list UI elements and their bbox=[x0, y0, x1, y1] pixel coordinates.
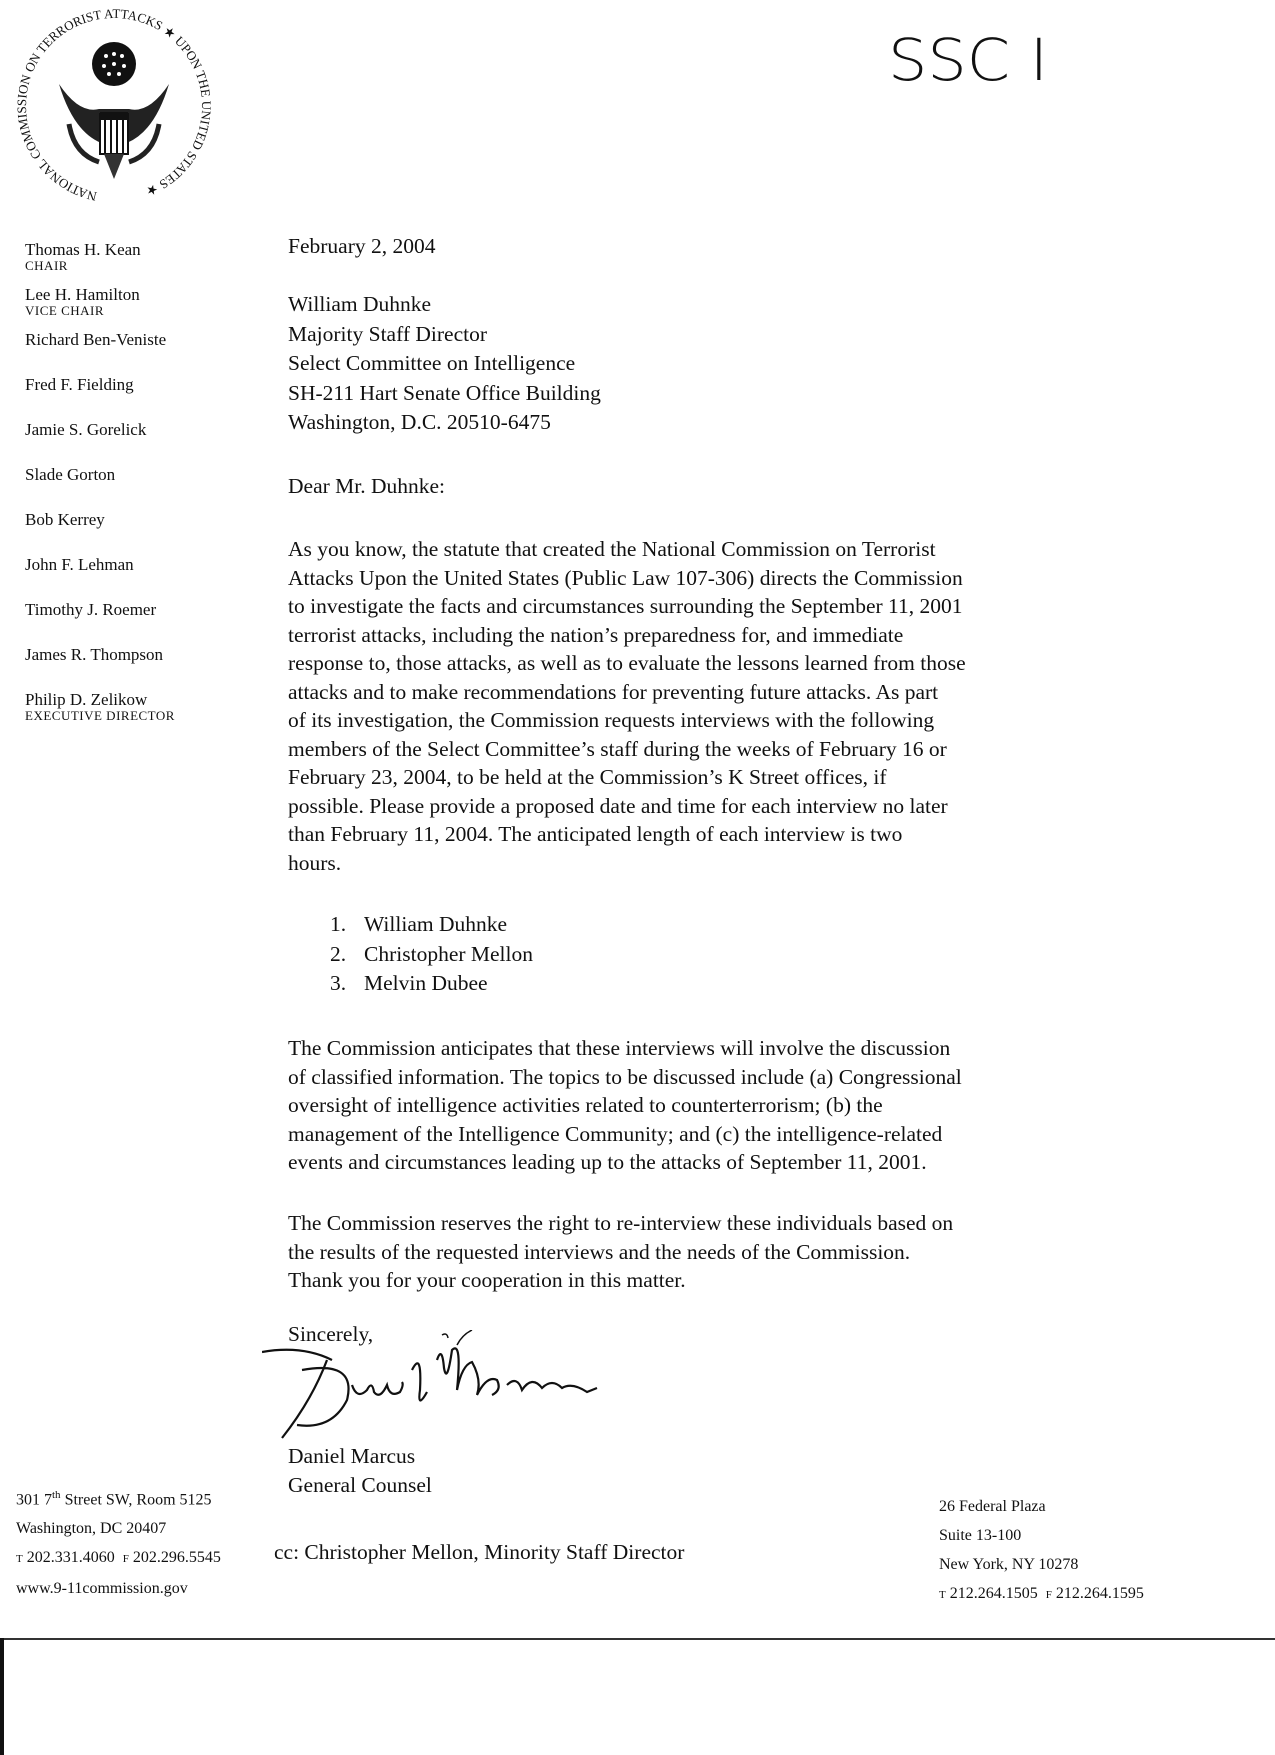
interviewee-list bbox=[330, 910, 533, 999]
paragraph-line: possible. Please provide a proposed date and time for each interview no later bbox=[288, 793, 948, 818]
page-edge-border bbox=[0, 1638, 4, 1755]
paragraph-line: response to, those attacks, as well as to evaluate the lessons learned from those bbox=[288, 651, 966, 675]
commissioner-role: VICE CHAIR bbox=[25, 303, 105, 318]
paragraph-line: of its investigation, the Commission requests interviews with the following bbox=[288, 708, 935, 732]
address-line: Majority Staff Director bbox=[288, 321, 488, 346]
letter-date: February 2, 2004 bbox=[288, 234, 436, 258]
list-number: 2. bbox=[330, 941, 347, 966]
ny-street: 26 Federal Plaza bbox=[939, 1498, 1046, 1515]
list-item bbox=[330, 910, 533, 940]
paragraph-line: events and circumstances leading up to the attacks of September 11, 2001. bbox=[288, 1150, 927, 1174]
commissioner-name: Fred F. Fielding bbox=[25, 375, 134, 394]
dc-street bbox=[16, 1481, 221, 1514]
commissioner-name: Lee H. Hamilton bbox=[25, 285, 140, 304]
phone-label: T bbox=[939, 1589, 946, 1601]
ny-phone-fax bbox=[939, 1579, 1144, 1610]
commissioner-name: James R. Thompson bbox=[25, 645, 164, 664]
recipient-address bbox=[288, 290, 601, 438]
handwritten-note bbox=[880, 18, 1060, 98]
ny-office-address bbox=[939, 1492, 1144, 1610]
commissioner bbox=[25, 420, 235, 465]
list-item bbox=[330, 969, 533, 999]
list-item bbox=[330, 940, 533, 970]
commissioner-name: Philip D. Zelikow bbox=[25, 690, 148, 709]
paragraph-line: The Commission anticipates that these interviews will involve the discussion bbox=[288, 1036, 951, 1060]
commissioner-list bbox=[25, 240, 235, 735]
commissioner-name: Richard Ben-Veniste bbox=[25, 330, 167, 349]
list-number: 1. bbox=[330, 912, 347, 936]
paragraph-line: of classified information. The topics to be discussed include (a) Congressional bbox=[288, 1064, 962, 1089]
commissioner bbox=[25, 510, 235, 555]
commissioner bbox=[25, 690, 235, 735]
paragraph-line: the results of the requested interviews and the needs of the Commission. bbox=[288, 1239, 911, 1264]
commissioner-name: John F. Lehman bbox=[25, 555, 134, 574]
address-line: William Duhnke bbox=[288, 292, 432, 316]
list-name: Christopher Mellon bbox=[364, 941, 533, 966]
paragraph-line: members of the Select Committee’s staff during the weeks of February 16 or bbox=[288, 736, 947, 761]
fax-number: 202.296.5545 bbox=[132, 1549, 221, 1567]
ny-suite: Suite 13-100 bbox=[939, 1527, 1022, 1544]
commissioner-role: EXECUTIVE DIRECTOR bbox=[25, 708, 175, 723]
salutation: Dear Mr. Duhnke: bbox=[288, 474, 446, 498]
commissioner bbox=[25, 465, 235, 510]
commissioner-name: Slade Gorton bbox=[25, 465, 116, 484]
paragraph-line: As you know, the statute that created the National Commission on Terrorist bbox=[288, 537, 936, 561]
paragraph-line: February 23, 2004, to be held at the Commission’s K Street offices, if bbox=[288, 765, 887, 789]
street-name: Street SW, Room 5125 bbox=[60, 1491, 212, 1509]
dc-city: Washington, DC 20407 bbox=[16, 1520, 167, 1538]
website-link[interactable]: www.9-11commission.gov bbox=[16, 1580, 188, 1598]
dc-phone-fax bbox=[16, 1543, 221, 1574]
paragraph-2 bbox=[288, 1034, 962, 1177]
street-number: 301 7 bbox=[16, 1491, 52, 1509]
address-line: Washington, D.C. 20510-6475 bbox=[288, 410, 551, 434]
commissioner-name: Timothy J. Roemer bbox=[25, 600, 157, 619]
address-line: Select Committee on Intelligence bbox=[288, 351, 576, 375]
paragraph-line: The Commission reserves the right to re-interview these individuals based on bbox=[288, 1211, 954, 1235]
cc-line: cc: Christopher Mellon, Minority Staff Director bbox=[274, 1540, 685, 1564]
closing: Sincerely, bbox=[288, 1322, 374, 1346]
signer-block bbox=[288, 1442, 432, 1499]
paragraph-line: oversight of intelligence activities related to counterterrorism; (b) the bbox=[288, 1093, 883, 1117]
commissioner bbox=[25, 285, 235, 330]
page-edge-line bbox=[0, 1638, 1275, 1640]
commissioner-name: Thomas H. Kean bbox=[25, 240, 141, 259]
commissioner-name: Bob Kerrey bbox=[25, 510, 105, 529]
street-suffix: th bbox=[52, 1489, 61, 1501]
list-number: 3. bbox=[330, 971, 347, 995]
paragraph-line: management of the Intelligence Community; and (c) the intelligence-related bbox=[288, 1121, 943, 1146]
commissioner bbox=[25, 600, 235, 645]
dc-office-address bbox=[16, 1481, 221, 1603]
paragraph-line: to investigate the facts and circumstances surrounding the September 11, 2001 bbox=[288, 594, 963, 618]
paragraph-line: than February 11, 2004. The anticipated length of each interview is two bbox=[288, 822, 903, 846]
signer-name: Daniel Marcus bbox=[288, 1444, 416, 1468]
paragraph-line: terrorist attacks, including the nation’s preparedness for, and immediate bbox=[288, 622, 904, 647]
commission-seal-logo bbox=[14, 4, 214, 209]
fax-number: 212.264.1595 bbox=[1055, 1585, 1144, 1602]
paragraph-line: Thank you for your cooperation in this matter. bbox=[288, 1268, 686, 1292]
fax-label: F bbox=[122, 1553, 129, 1566]
paragraph-1 bbox=[288, 535, 966, 877]
list-name: Melvin Dubee bbox=[364, 971, 488, 995]
paragraph-line: Attacks Upon the United States (Public Law 107-306) directs the Commission bbox=[288, 565, 963, 590]
commissioner bbox=[25, 555, 235, 600]
paragraph-line: hours. bbox=[288, 850, 342, 875]
phone-number: 212.264.1505 bbox=[949, 1585, 1038, 1602]
list-name: William Duhnke bbox=[364, 912, 508, 936]
signature-image bbox=[262, 1330, 662, 1450]
handwritten-note-text: SSC I bbox=[888, 26, 1048, 94]
fax-label: F bbox=[1045, 1589, 1052, 1601]
commissioner-name: Jamie S. Gorelick bbox=[25, 420, 147, 439]
commissioner bbox=[25, 330, 235, 375]
phone-label: T bbox=[16, 1553, 23, 1566]
commissioner bbox=[25, 240, 235, 285]
paragraph-line: attacks and to make recommendations for preventing future attacks. As part bbox=[288, 679, 939, 704]
ny-city: New York, NY 10278 bbox=[939, 1556, 1079, 1573]
commissioner-role: CHAIR bbox=[25, 258, 68, 273]
commissioner bbox=[25, 375, 235, 420]
svg-text:NATIONAL COMMISSION ON TERRORI: NATIONAL COMMISSION ON TERRORIST ATTACKS ★ UPON THE UNITED STATES ★ bbox=[14, 5, 214, 205]
paragraph-3 bbox=[288, 1209, 953, 1295]
address-line: SH-211 Hart Senate Office Building bbox=[288, 380, 601, 405]
signer-title: General Counsel bbox=[288, 1472, 432, 1497]
commissioner bbox=[25, 645, 235, 690]
phone-number: 202.331.4060 bbox=[26, 1549, 115, 1567]
